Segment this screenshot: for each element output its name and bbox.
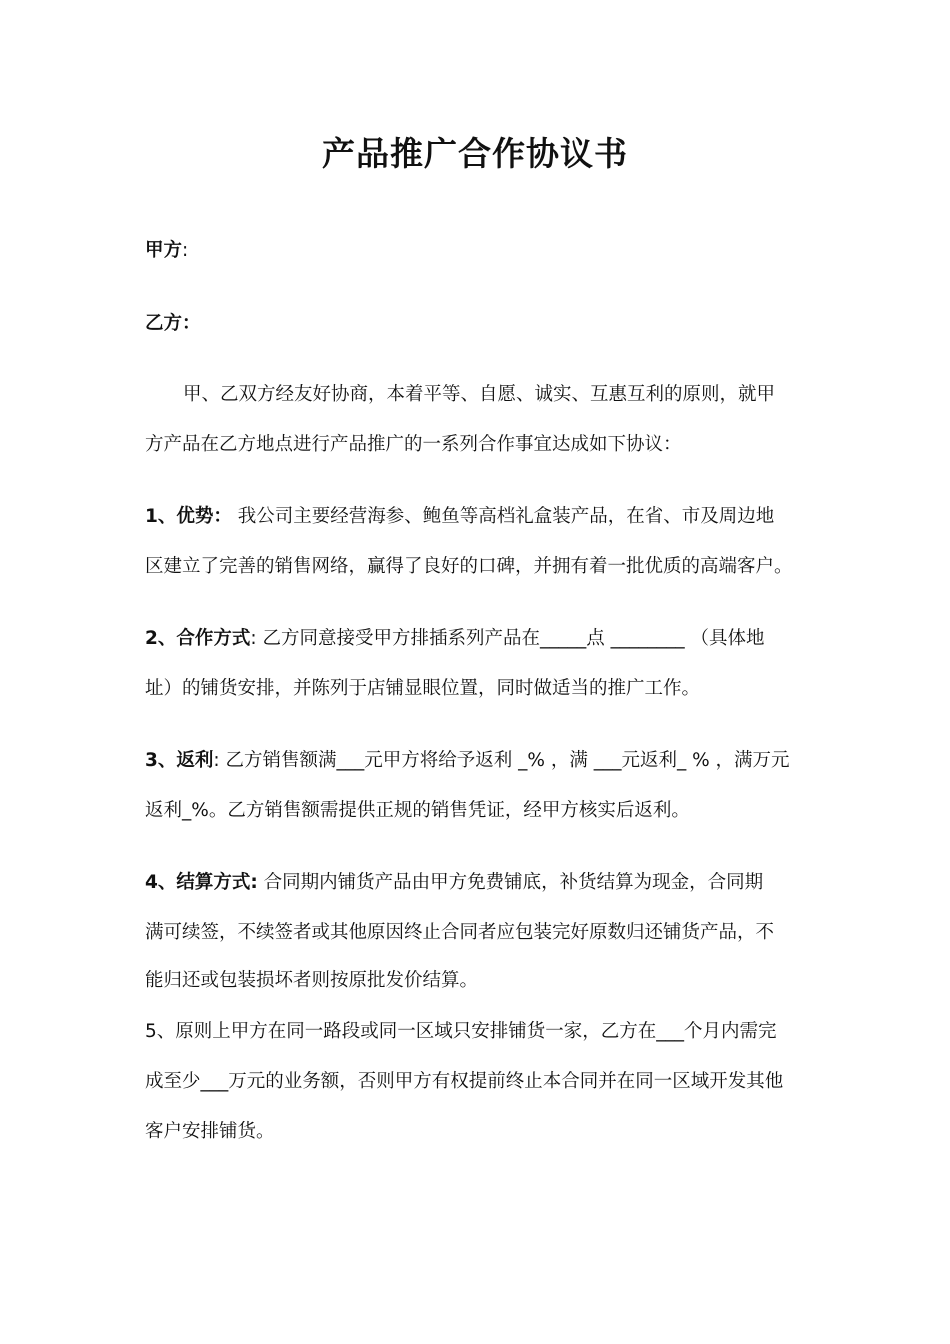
section-1-text-2: 区建立了完善的销售网络，赢得了良好的口碑，并拥有着一批优质的高端客户。 [145,556,793,577]
section-3-line-1 [145,748,790,774]
section-2-heading: 2、合作方式 [145,628,251,649]
party-a-colon: : [182,240,189,261]
section-4-heading: 4、结算方式: [145,872,258,893]
section-2-text-1: : 乙方同意接受甲方排插系列产品在_____点 ________ （具体地 [250,628,765,649]
section-5-text-3: 客户安排铺货。 [145,1121,275,1142]
section-4-text-2: 满可续签，不续签者或其他原因终止合同者应包装完好原数归还铺货产品，不 [145,922,775,943]
section-4-text-3: 能归还或包装损坏者则按原批发价结算。 [145,970,479,991]
intro-line-2: 方产品在乙方地点进行产品推广的一系列合作事宜达成如下协议： [145,434,682,455]
section-1-line-1 [145,504,774,530]
section-3-heading: 3、返利 [145,750,214,771]
section-5-text-2: 成至少___万元的业务额，否则甲方有权提前终止本合同并在同一区域开发其他 [145,1071,784,1092]
section-3-text-1: : 乙方销售额满___元甲方将给予返利 _% ，满 ___元返利_ % ，满万元 [213,750,790,771]
section-2-text-2: 址）的铺货安排，并陈列于店铺显眼位置，同时做适当的推广工作。 [145,678,701,699]
section-4-text-1: 合同期内铺货产品由甲方免费铺底，补货结算为现金，合同期 [257,872,764,893]
section-5-text-1: 5、原则上甲方在同一路段或同一区域只安排铺货一家，乙方在___个月内需完 [145,1021,777,1042]
section-1-text-1: 我公司主要经营海参、鲍鱼等高档礼盒装产品，在省、市及周边地 [231,506,775,527]
section-3-text-2: 返利_%。乙方销售额需提供正规的销售凭证，经甲方核实后返利。 [145,800,690,821]
intro-line-1: 甲、乙双方经友好协商，本着平等、自愿、诚实、互惠互利的原则，就甲 [183,384,776,405]
party-a-label: 甲方 [145,240,183,261]
party-a-line [145,238,188,264]
section-2-line-1 [145,626,765,652]
document-title: 产品推广合作协议书 [322,134,628,173]
section-1-heading: 1、优势： [145,506,232,527]
section-4-line-1 [145,870,763,896]
party-b-label: 乙方： [145,313,201,334]
